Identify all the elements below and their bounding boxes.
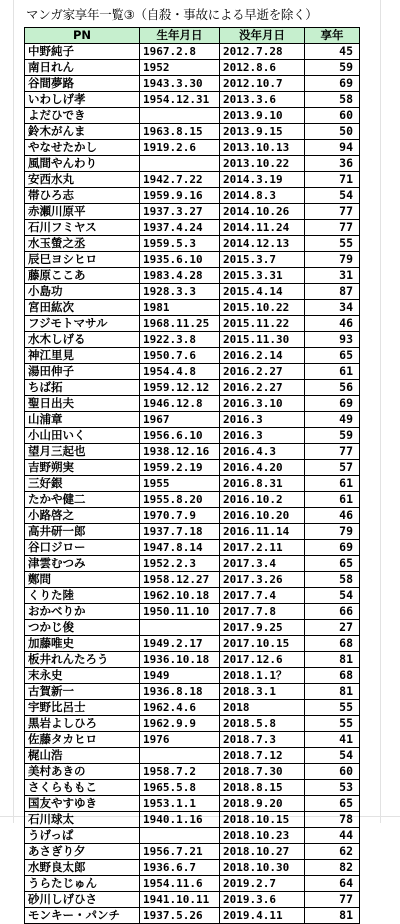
table-row <box>25 428 360 444</box>
cell-age[interactable]: 69 <box>305 540 360 556</box>
cell-death-date[interactable]: 2019.4.11 <box>220 908 305 924</box>
cell-death-date[interactable]: 2016.4.3 <box>220 444 305 460</box>
cell-birth-date[interactable]: 1967 <box>140 412 220 428</box>
table-row <box>25 316 360 332</box>
cell-death-date[interactable]: 2018.7.3 <box>220 732 305 748</box>
cell-age[interactable]: 50 <box>305 124 360 140</box>
cell-age[interactable]: 62 <box>305 844 360 860</box>
cell-death-date[interactable]: 2016.10.20 <box>220 508 305 524</box>
cell-age[interactable]: 81 <box>305 652 360 668</box>
cell-birth-date[interactable]: 1943.3.30 <box>140 76 220 92</box>
cell-age[interactable]: 71 <box>305 172 360 188</box>
cell-death-date[interactable]: 2016.8.31 <box>220 476 305 492</box>
cell-birth-date[interactable]: 1959.2.19 <box>140 460 220 476</box>
cell-birth-date[interactable]: 1963.8.15 <box>140 124 220 140</box>
table-row <box>25 812 360 828</box>
cell-age[interactable]: 54 <box>305 588 360 604</box>
table-row <box>25 396 360 412</box>
table-row <box>25 748 360 764</box>
cell-age[interactable]: 68 <box>305 668 360 684</box>
cell-pn[interactable]: 砂川しげひさ <box>25 892 140 908</box>
cell-death-date[interactable]: 2017.7.8 <box>220 604 305 620</box>
cell-death-date[interactable]: 2014.11.24 <box>220 220 305 236</box>
cell-pn[interactable]: 古賀新一 <box>25 684 140 700</box>
cell-birth-date[interactable]: 1955.8.20 <box>140 492 220 508</box>
cell-pn[interactable]: 宇野比呂士 <box>25 700 140 716</box>
cell-birth-date[interactable]: 1958.12.27 <box>140 572 220 588</box>
cell-age[interactable]: 69 <box>305 396 360 412</box>
table-row <box>25 60 360 76</box>
cell-pn[interactable]: 板井れんたろう <box>25 652 140 668</box>
cell-pn[interactable]: 加藤唯史 <box>25 636 140 652</box>
table-row <box>25 204 360 220</box>
cell-birth-date[interactable]: 1946.12.8 <box>140 396 220 412</box>
cell-pn[interactable]: 津雲むつみ <box>25 556 140 572</box>
table-row <box>25 108 360 124</box>
cell-age[interactable]: 49 <box>305 412 360 428</box>
cell-birth-date[interactable]: 1947.8.14 <box>140 540 220 556</box>
table-row <box>25 780 360 796</box>
cell-death-date[interactable]: 2016.2.27 <box>220 364 305 380</box>
cell-pn[interactable]: よだひでき <box>25 108 140 124</box>
cell-age[interactable]: 68 <box>305 636 360 652</box>
cell-death-date[interactable]: 2015.11.22 <box>220 316 305 332</box>
table-row <box>25 844 360 860</box>
cell-death-date[interactable]: 2014.12.13 <box>220 236 305 252</box>
cell-death-date[interactable]: 2018.10.27 <box>220 844 305 860</box>
cell-death-date[interactable]: 2018.10.30 <box>220 860 305 876</box>
cell-birth-date[interactable] <box>140 156 220 172</box>
cell-age[interactable]: 77 <box>305 892 360 908</box>
header-death-date[interactable]: 没年月日 <box>220 28 305 44</box>
cell-birth-date[interactable]: 1937.5.26 <box>140 908 220 924</box>
cell-age[interactable]: 65 <box>305 796 360 812</box>
cell-age[interactable]: 34 <box>305 300 360 316</box>
cell-death-date[interactable]: 2018.8.15 <box>220 780 305 796</box>
table-row <box>25 188 360 204</box>
cell-death-date[interactable]: 2017.7.4 <box>220 588 305 604</box>
cell-birth-date[interactable]: 1937.7.18 <box>140 524 220 540</box>
cell-pn[interactable]: 吉野朔実 <box>25 460 140 476</box>
cell-birth-date[interactable]: 1976 <box>140 732 220 748</box>
cell-pn[interactable]: 三好銀 <box>25 476 140 492</box>
cell-pn[interactable]: 石川球太 <box>25 812 140 828</box>
cell-death-date[interactable]: 2018.3.1 <box>220 684 305 700</box>
cell-pn[interactable]: 望月三起也 <box>25 444 140 460</box>
cell-death-date[interactable]: 2016.11.14 <box>220 524 305 540</box>
cell-age[interactable]: 55 <box>305 716 360 732</box>
cell-pn[interactable]: 水玉螢之丞 <box>25 236 140 252</box>
cell-death-date[interactable]: 2015.10.22 <box>220 300 305 316</box>
table-row <box>25 604 360 620</box>
cell-age[interactable]: 41 <box>305 732 360 748</box>
cell-age[interactable]: 60 <box>305 764 360 780</box>
cell-birth-date[interactable]: 1949.2.17 <box>140 636 220 652</box>
table-row <box>25 508 360 524</box>
cell-age[interactable]: 36 <box>305 156 360 172</box>
table-row <box>25 140 360 156</box>
cell-birth-date[interactable]: 1937.4.24 <box>140 220 220 236</box>
cell-death-date[interactable]: 2013.10.22 <box>220 156 305 172</box>
cell-death-date[interactable]: 2015.3.31 <box>220 268 305 284</box>
cell-birth-date[interactable]: 1936.6.7 <box>140 860 220 876</box>
cell-pn[interactable]: ちば拓 <box>25 380 140 396</box>
table-row <box>25 876 360 892</box>
cell-birth-date[interactable]: 1959.12.12 <box>140 380 220 396</box>
cell-pn[interactable]: 辰巳ヨシヒロ <box>25 252 140 268</box>
cell-birth-date[interactable]: 1950.11.10 <box>140 604 220 620</box>
cell-pn[interactable]: あさぎり夕 <box>25 844 140 860</box>
cell-birth-date[interactable]: 1952 <box>140 60 220 76</box>
cell-pn[interactable]: つかじ俊 <box>25 620 140 636</box>
cell-age[interactable]: 61 <box>305 476 360 492</box>
cell-birth-date[interactable] <box>140 748 220 764</box>
table-row <box>25 76 360 92</box>
cell-pn[interactable]: たかや健二 <box>25 492 140 508</box>
table-row <box>25 220 360 236</box>
cell-death-date[interactable]: 2015.3.7 <box>220 252 305 268</box>
cell-pn[interactable]: 佐藤タカヒロ <box>25 732 140 748</box>
table-row <box>25 364 360 380</box>
cell-pn[interactable]: 帯ひろ志 <box>25 188 140 204</box>
cell-death-date[interactable]: 2015.4.14 <box>220 284 305 300</box>
cell-birth-date[interactable]: 1958.7.2 <box>140 764 220 780</box>
cell-pn[interactable]: 高井研一郎 <box>25 524 140 540</box>
cell-pn[interactable]: 山浦章 <box>25 412 140 428</box>
table-row <box>25 268 360 284</box>
header-birth-date[interactable]: 生年月日 <box>140 28 220 44</box>
cell-pn[interactable]: 湯田伸子 <box>25 364 140 380</box>
cell-death-date[interactable]: 2012.8.6 <box>220 60 305 76</box>
table-row <box>25 908 360 924</box>
cell-pn[interactable]: さくらももこ <box>25 780 140 796</box>
cell-death-date[interactable]: 2014.8.3 <box>220 188 305 204</box>
cell-age[interactable]: 77 <box>305 204 360 220</box>
cell-birth-date[interactable]: 1962.9.9 <box>140 716 220 732</box>
cell-pn[interactable]: やなせたかし <box>25 140 140 156</box>
cell-pn[interactable]: 聖日出夫 <box>25 396 140 412</box>
cell-death-date[interactable]: 2016.4.20 <box>220 460 305 476</box>
cell-birth-date[interactable]: 1941.10.11 <box>140 892 220 908</box>
cell-age[interactable]: 66 <box>305 604 360 620</box>
cell-pn[interactable]: 水木しげる <box>25 332 140 348</box>
cell-pn[interactable]: 安西水丸 <box>25 172 140 188</box>
cell-death-date[interactable]: 2012.7.28 <box>220 44 305 60</box>
cell-pn[interactable]: 風間やんわり <box>25 156 140 172</box>
cell-pn[interactable]: 小島功 <box>25 284 140 300</box>
table-row <box>25 44 360 60</box>
cell-birth-date[interactable]: 1962.4.6 <box>140 700 220 716</box>
cell-pn[interactable]: 藤原ここあ <box>25 268 140 284</box>
table-row <box>25 668 360 684</box>
cell-birth-date[interactable]: 1936.10.18 <box>140 652 220 668</box>
table-row <box>25 572 360 588</box>
table-row <box>25 636 360 652</box>
cell-death-date[interactable]: 2019.2.7 <box>220 876 305 892</box>
cell-birth-date[interactable]: 1952.2.3 <box>140 556 220 572</box>
cell-age[interactable]: 54 <box>305 188 360 204</box>
cell-birth-date[interactable]: 1959.5.3 <box>140 236 220 252</box>
cell-pn[interactable]: うげっぱ <box>25 828 140 844</box>
cell-death-date[interactable]: 2016.3 <box>220 428 305 444</box>
cell-birth-date[interactable]: 1965.5.8 <box>140 780 220 796</box>
table-row <box>25 492 360 508</box>
cell-death-date[interactable]: 2018.9.20 <box>220 796 305 812</box>
cell-age[interactable]: 94 <box>305 140 360 156</box>
cell-pn[interactable]: 小路啓之 <box>25 508 140 524</box>
cell-birth-date[interactable] <box>140 620 220 636</box>
cell-pn[interactable]: 美村あきの <box>25 764 140 780</box>
cell-age[interactable]: 93 <box>305 332 360 348</box>
cell-age[interactable]: 65 <box>305 556 360 572</box>
cell-birth-date[interactable]: 1950.7.6 <box>140 348 220 364</box>
cell-death-date[interactable]: 2016.3 <box>220 412 305 428</box>
cell-pn[interactable]: 梶山浩 <box>25 748 140 764</box>
cell-birth-date[interactable]: 1928.3.3 <box>140 284 220 300</box>
cell-death-date[interactable]: 2012.10.7 <box>220 76 305 92</box>
table-row <box>25 172 360 188</box>
cell-pn[interactable]: 水野良太郎 <box>25 860 140 876</box>
table-row <box>25 444 360 460</box>
cell-pn[interactable]: おかべりか <box>25 604 140 620</box>
table-row <box>25 380 360 396</box>
cell-age[interactable]: 79 <box>305 524 360 540</box>
cell-age[interactable]: 69 <box>305 76 360 92</box>
cell-birth-date[interactable]: 1962.10.18 <box>140 588 220 604</box>
cell-pn[interactable]: 黒岩よしひろ <box>25 716 140 732</box>
header-age[interactable]: 享年 <box>305 28 360 44</box>
cell-death-date[interactable]: 2016.10.2 <box>220 492 305 508</box>
cell-death-date[interactable]: 2017.3.4 <box>220 556 305 572</box>
cell-pn[interactable]: いわしげ孝 <box>25 92 140 108</box>
table-row <box>25 124 360 140</box>
cell-pn[interactable]: 鄭問 <box>25 572 140 588</box>
cell-birth-date[interactable]: 1959.9.16 <box>140 188 220 204</box>
cell-age[interactable]: 81 <box>305 684 360 700</box>
cell-death-date[interactable]: 2017.3.26 <box>220 572 305 588</box>
cell-birth-date[interactable]: 1935.6.10 <box>140 252 220 268</box>
cell-birth-date[interactable]: 1954.11.6 <box>140 876 220 892</box>
cell-age[interactable]: 55 <box>305 700 360 716</box>
cell-death-date[interactable]: 2016.3.10 <box>220 396 305 412</box>
table-row <box>25 700 360 716</box>
cell-age[interactable]: 57 <box>305 460 360 476</box>
cell-age[interactable]: 65 <box>305 348 360 364</box>
cell-birth-date[interactable]: 1919.2.6 <box>140 140 220 156</box>
cell-age[interactable]: 54 <box>305 748 360 764</box>
cell-age[interactable]: 46 <box>305 316 360 332</box>
cell-death-date[interactable]: 2016.2.27 <box>220 380 305 396</box>
cell-age[interactable]: 78 <box>305 812 360 828</box>
cell-pn[interactable]: 鈴木がんま <box>25 124 140 140</box>
table-body <box>25 44 360 924</box>
cell-birth-date[interactable]: 1940.1.16 <box>140 812 220 828</box>
table-row <box>25 252 360 268</box>
cell-birth-date[interactable]: 1967.2.8 <box>140 44 220 60</box>
cell-death-date[interactable]: 2017.12.6 <box>220 652 305 668</box>
cell-age[interactable]: 60 <box>305 108 360 124</box>
cell-death-date[interactable]: 2019.3.6 <box>220 892 305 908</box>
table-row <box>25 332 360 348</box>
cell-pn[interactable]: 南日れん <box>25 60 140 76</box>
cell-birth-date[interactable]: 1956.6.10 <box>140 428 220 444</box>
cell-age[interactable]: 59 <box>305 60 360 76</box>
cell-death-date[interactable]: 2017.10.15 <box>220 636 305 652</box>
table-row <box>25 524 360 540</box>
cell-age[interactable]: 59 <box>305 428 360 444</box>
cell-age[interactable]: 87 <box>305 284 360 300</box>
cell-death-date[interactable]: 2018.7.12 <box>220 748 305 764</box>
cell-birth-date[interactable]: 1922.3.8 <box>140 332 220 348</box>
table-row <box>25 300 360 316</box>
cell-birth-date[interactable]: 1955 <box>140 476 220 492</box>
table-row <box>25 828 360 844</box>
cell-death-date[interactable]: 2018 <box>220 700 305 716</box>
cell-pn[interactable]: 神江里見 <box>25 348 140 364</box>
cell-age[interactable]: 56 <box>305 380 360 396</box>
cell-death-date[interactable]: 2018.1.1？ <box>220 668 305 684</box>
cell-pn[interactable]: 小山田いく <box>25 428 140 444</box>
cell-pn[interactable]: 中野純子 <box>25 44 140 60</box>
cell-death-date[interactable]: 2015.11.30 <box>220 332 305 348</box>
cell-age[interactable]: 79 <box>305 252 360 268</box>
cell-death-date[interactable]: 2017.2.11 <box>220 540 305 556</box>
cell-age[interactable]: 53 <box>305 780 360 796</box>
cell-death-date[interactable]: 2017.9.25 <box>220 620 305 636</box>
table-row <box>25 652 360 668</box>
table-row <box>25 156 360 172</box>
cell-age[interactable]: 55 <box>305 236 360 252</box>
cell-age[interactable]: 58 <box>305 572 360 588</box>
cell-age[interactable]: 61 <box>305 492 360 508</box>
cell-death-date[interactable]: 2018.7.30 <box>220 764 305 780</box>
sheet-title: マンガ家享年一覧③（自殺・事故による早逝を除く） <box>26 7 318 22</box>
cell-birth-date[interactable]: 1938.12.16 <box>140 444 220 460</box>
header-row <box>25 28 360 44</box>
cell-age[interactable]: 61 <box>305 364 360 380</box>
table-row <box>25 684 360 700</box>
cell-age[interactable]: 46 <box>305 508 360 524</box>
cell-birth-date[interactable]: 1936.8.18 <box>140 684 220 700</box>
table-row <box>25 476 360 492</box>
cell-pn[interactable]: 宮田紘次 <box>25 300 140 316</box>
cell-age[interactable]: 77 <box>305 220 360 236</box>
cell-pn[interactable]: 赤瀬川原平 <box>25 204 140 220</box>
cell-pn[interactable]: 谷口ジロー <box>25 540 140 556</box>
table-row <box>25 460 360 476</box>
table-row <box>25 348 360 364</box>
cell-pn[interactable]: くりた陸 <box>25 588 140 604</box>
cell-birth-date[interactable]: 1937.3.27 <box>140 204 220 220</box>
cell-death-date[interactable]: 2013.3.6 <box>220 92 305 108</box>
cell-age[interactable]: 81 <box>305 908 360 924</box>
manga-artist-table <box>24 27 360 924</box>
table-row <box>25 716 360 732</box>
cell-pn[interactable]: フジモトマサル <box>25 316 140 332</box>
cell-death-date[interactable]: 2018.10.15 <box>220 812 305 828</box>
cell-birth-date[interactable]: 1954.12.31 <box>140 92 220 108</box>
table-row <box>25 540 360 556</box>
cell-birth-date[interactable]: 1956.7.21 <box>140 844 220 860</box>
cell-pn[interactable]: 国友やすゆき <box>25 796 140 812</box>
cell-birth-date[interactable]: 1949 <box>140 668 220 684</box>
table-row <box>25 796 360 812</box>
cell-pn[interactable]: 谷間夢路 <box>25 76 140 92</box>
header-pn[interactable]: PN <box>25 28 140 44</box>
cell-age[interactable]: 82 <box>305 860 360 876</box>
cell-age[interactable]: 64 <box>305 876 360 892</box>
cell-death-date[interactable]: 2014.10.26 <box>220 204 305 220</box>
cell-death-date[interactable]: 2013.10.13 <box>220 140 305 156</box>
cell-death-date[interactable]: 2013.9.10 <box>220 108 305 124</box>
cell-death-date[interactable]: 2016.2.14 <box>220 348 305 364</box>
cell-age[interactable]: 58 <box>305 92 360 108</box>
cell-death-date[interactable]: 2018.5.8 <box>220 716 305 732</box>
cell-pn[interactable]: 石川フミヤス <box>25 220 140 236</box>
cell-birth-date[interactable] <box>140 828 220 844</box>
cell-age[interactable]: 77 <box>305 444 360 460</box>
cell-age[interactable]: 31 <box>305 268 360 284</box>
cell-pn[interactable]: モンキー・パンチ <box>25 908 140 924</box>
cell-death-date[interactable]: 2018.10.23 <box>220 828 305 844</box>
table-row <box>25 284 360 300</box>
table-row <box>25 892 360 908</box>
table-row <box>25 556 360 572</box>
cell-death-date[interactable]: 2013.9.15 <box>220 124 305 140</box>
cell-birth-date[interactable]: 1983.4.28 <box>140 268 220 284</box>
table-row <box>25 620 360 636</box>
table-row <box>25 588 360 604</box>
table-row <box>25 412 360 428</box>
cell-age[interactable]: 27 <box>305 620 360 636</box>
cell-birth-date[interactable]: 1942.7.22 <box>140 172 220 188</box>
cell-birth-date[interactable]: 1954.4.8 <box>140 364 220 380</box>
table-row <box>25 764 360 780</box>
table-row <box>25 732 360 748</box>
cell-age[interactable]: 45 <box>305 44 360 60</box>
cell-birth-date[interactable]: 1953.1.1 <box>140 796 220 812</box>
cell-birth-date[interactable]: 1970.7.9 <box>140 508 220 524</box>
cell-pn[interactable]: うらたじゅん <box>25 876 140 892</box>
cell-death-date[interactable]: 2014.3.19 <box>220 172 305 188</box>
cell-pn[interactable]: 末永史 <box>25 668 140 684</box>
cell-age[interactable]: 44 <box>305 828 360 844</box>
cell-birth-date[interactable] <box>140 108 220 124</box>
cell-birth-date[interactable]: 1981 <box>140 300 220 316</box>
cell-birth-date[interactable]: 1968.11.25 <box>140 316 220 332</box>
table-row <box>25 236 360 252</box>
table-row <box>25 860 360 876</box>
table-row <box>25 92 360 108</box>
